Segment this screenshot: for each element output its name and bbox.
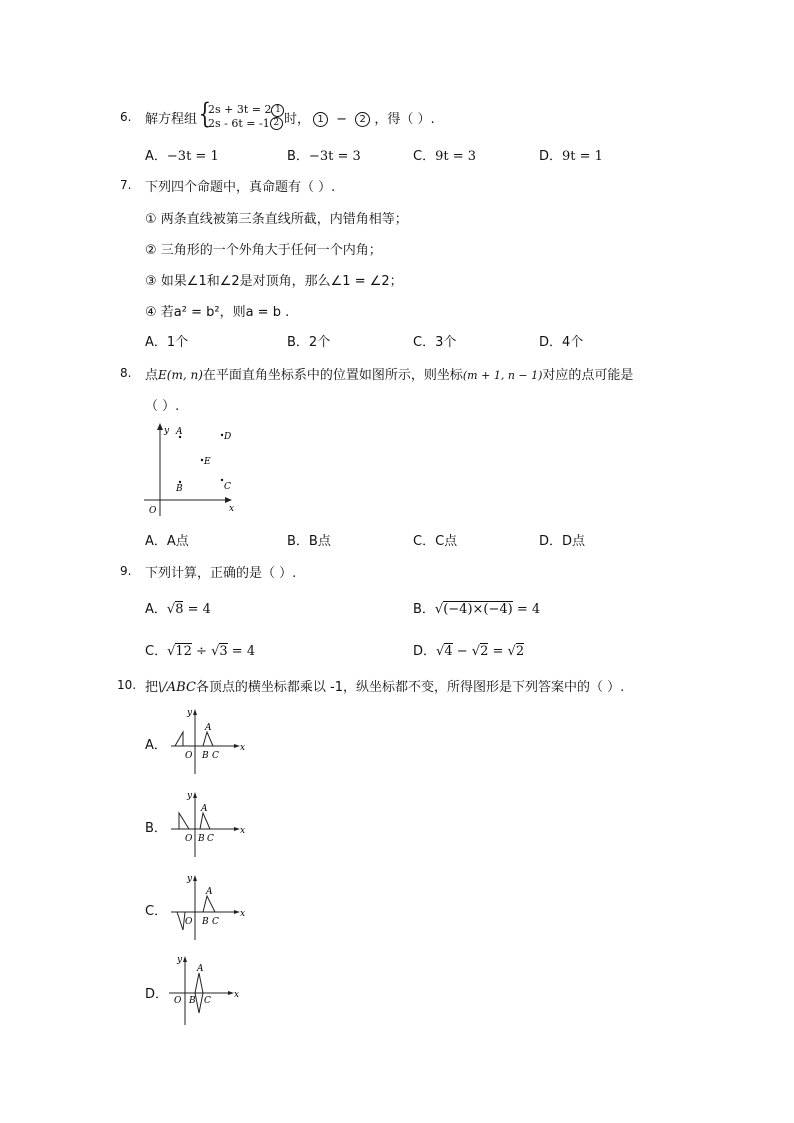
radicand: 2 xyxy=(515,644,525,659)
expression-rest: = 4 xyxy=(512,602,541,617)
point-a-label: A xyxy=(176,427,183,437)
vertex-b-label: B xyxy=(198,834,205,844)
option-b xyxy=(287,530,331,549)
question-stem xyxy=(145,676,624,695)
expression-rest: = 4 xyxy=(183,602,211,617)
option-letter: B． xyxy=(287,534,309,549)
triangle-abc xyxy=(195,973,203,993)
vertex-c-label: C xyxy=(207,834,214,844)
origin-label: O xyxy=(185,917,193,927)
stem-tail: ，得（ ）. xyxy=(374,112,435,127)
option-c xyxy=(145,640,255,659)
vertex-a-label: A xyxy=(205,723,212,733)
option-text: D点 xyxy=(562,534,586,549)
reflected-triangle xyxy=(175,732,183,746)
vertex-b-label: B xyxy=(202,917,209,927)
radicand: (−4)×(−4) xyxy=(443,602,513,617)
point-b xyxy=(179,481,181,483)
triangle-abc xyxy=(200,813,210,829)
y-axis-label: y xyxy=(164,426,170,436)
option-d xyxy=(413,640,524,659)
question-number: 8. xyxy=(120,366,132,380)
question-stem: 下列四个命题中，真命题有（ ）. xyxy=(145,180,336,195)
question-number: 6. xyxy=(120,110,132,124)
option-b xyxy=(413,598,540,617)
proposition-4: ④ 若a² = b²，则a = b . xyxy=(145,305,290,320)
vertex-c-label: C xyxy=(212,917,219,927)
option-d xyxy=(539,145,603,164)
reflected-triangle xyxy=(177,912,185,930)
point-e xyxy=(201,459,203,461)
option-letter: C． xyxy=(413,534,436,549)
option-c xyxy=(413,331,456,350)
question-stem xyxy=(145,364,633,383)
expression-rest: = 4 xyxy=(227,644,256,659)
stem-text: 把 xyxy=(145,680,159,695)
option-text: 1个 xyxy=(166,335,189,350)
question-number: 7. xyxy=(120,178,132,192)
triangle-abc xyxy=(203,732,213,746)
proposition-2: ② 三角形的一个外角大于任何一个内角； xyxy=(145,243,382,258)
y-axis-arrow xyxy=(193,792,197,798)
option-d xyxy=(539,530,585,549)
stem-text: 对应的点可能是 xyxy=(542,368,634,383)
option-d xyxy=(539,331,583,350)
option-text: −3t = 3 xyxy=(308,149,361,164)
option-a-letter: A． xyxy=(145,738,167,753)
option-text: 2个 xyxy=(308,335,331,350)
reflected-triangle xyxy=(195,993,203,1013)
option-c xyxy=(413,145,476,164)
option-b-figure xyxy=(165,789,255,859)
option-letter: B． xyxy=(287,335,309,350)
expression-operator: − xyxy=(452,644,472,659)
triangle-abc xyxy=(203,896,215,912)
coordinate-label: (m + 1, n − 1) xyxy=(462,369,543,382)
option-d-letter: D． xyxy=(145,987,169,1002)
point-b-label: B xyxy=(176,484,183,494)
vertex-c-label: C xyxy=(204,996,211,1006)
reflected-triangle xyxy=(179,813,189,829)
option-letter: D． xyxy=(539,149,563,164)
coordinate-figure xyxy=(140,420,250,520)
expression-operator: ÷ xyxy=(191,644,212,659)
option-b xyxy=(287,331,330,350)
option-c-figure xyxy=(165,872,255,942)
triangle-label: \/ABC xyxy=(158,680,196,695)
option-expression: √4 − √2 = √2 xyxy=(436,644,525,659)
question-number: 10. xyxy=(117,678,137,692)
x-axis-label: x xyxy=(234,990,240,1000)
equation-2: 2s - 6t = -1 xyxy=(208,116,270,130)
point-c-label: C xyxy=(224,482,231,492)
x-axis-label: x xyxy=(240,909,246,919)
option-text: A点 xyxy=(166,534,189,549)
option-expression: √(−4)×(−4) = 4 xyxy=(434,602,541,617)
y-axis-arrow xyxy=(193,875,197,881)
option-c xyxy=(413,530,457,549)
point-d-label: D xyxy=(224,432,232,442)
circle-2: 2 xyxy=(355,112,370,127)
option-text: 3个 xyxy=(435,335,457,350)
option-letter: D． xyxy=(539,534,563,549)
equation-1: 2s + 3t = 2 xyxy=(208,103,272,116)
question-stem: 下列计算，正确的是（ ）. xyxy=(145,566,297,581)
y-axis-arrow xyxy=(183,956,187,962)
option-letter: D． xyxy=(539,335,563,350)
point-e-label: E xyxy=(204,457,211,467)
point-c xyxy=(221,479,223,481)
expression-rest: = xyxy=(488,644,508,659)
radicand: 3 xyxy=(219,644,228,659)
option-text: −3t = 1 xyxy=(166,149,219,164)
option-letter: A． xyxy=(145,149,167,164)
proposition-1: ① 两条直线被第三条直线所截，内错角相等； xyxy=(145,212,408,227)
option-text: B点 xyxy=(308,534,331,549)
vertex-a-label: A xyxy=(201,804,208,814)
option-letter: A． xyxy=(145,602,167,617)
stem-text: 在平面直角坐标系中的位置如图所示，则坐标 xyxy=(202,368,463,383)
option-a xyxy=(145,530,189,549)
point-label: E(m, n) xyxy=(158,368,203,382)
stem-text: 点 xyxy=(145,368,159,383)
option-expression: √12 ÷ √3 = 4 xyxy=(167,644,256,659)
origin-label: O xyxy=(174,996,182,1006)
question-stem-continued: （ ）. xyxy=(145,399,180,414)
y-axis-arrow xyxy=(193,709,197,715)
option-letter: C． xyxy=(145,644,168,659)
option-letter: A． xyxy=(145,335,167,350)
stem-text: 各顶点的横坐标都乘以 -1，纵坐标都不变，所得图形是下列答案中的（ ）. xyxy=(195,680,625,695)
stem-suffix: 时， xyxy=(284,112,311,127)
radicand: 12 xyxy=(175,644,192,659)
x-axis-label: x xyxy=(240,743,246,753)
option-expression: √8 = 4 xyxy=(166,602,211,617)
vertex-a-label: A xyxy=(197,964,204,974)
option-a xyxy=(145,331,188,350)
option-text: 9t = 3 xyxy=(435,149,477,164)
vertex-b-label: B xyxy=(202,751,209,761)
minus-sign: − xyxy=(336,112,348,127)
x-axis-label: x xyxy=(229,504,235,514)
origin-label: O xyxy=(149,506,157,516)
question-number: 9. xyxy=(120,564,132,578)
circle-mark-2: 2 xyxy=(270,117,283,130)
circle-mark-1: 1 xyxy=(271,104,284,117)
option-letter: C． xyxy=(413,149,436,164)
option-text: 9t = 1 xyxy=(562,149,603,164)
option-d-figure xyxy=(165,953,255,1028)
proposition-3: ③ 如果∠1和∠2是对顶角，那么∠1 = ∠2； xyxy=(145,274,403,289)
option-letter: B． xyxy=(287,149,309,164)
point-d xyxy=(221,434,223,436)
option-text: 4个 xyxy=(562,335,584,350)
y-axis-label: y xyxy=(187,874,193,884)
option-a xyxy=(145,145,219,164)
radicand: 2 xyxy=(480,644,489,659)
system-brace: { xyxy=(198,97,212,130)
radicand: 4 xyxy=(444,644,453,659)
radicand: 8 xyxy=(175,602,184,617)
vertex-b-label: B xyxy=(189,996,196,1006)
option-a xyxy=(145,598,211,617)
option-letter: C． xyxy=(413,335,436,350)
x-axis-arrow xyxy=(225,497,232,503)
option-a-figure xyxy=(165,706,255,776)
option-letter: A． xyxy=(145,534,167,549)
origin-label: O xyxy=(185,834,193,844)
x-axis-label: x xyxy=(240,826,246,836)
option-c-letter: C． xyxy=(145,904,168,919)
y-axis-label: y xyxy=(177,955,183,965)
vertex-a-label: A xyxy=(206,887,213,897)
option-b-letter: B． xyxy=(145,821,167,836)
option-b xyxy=(287,145,361,164)
equation-system xyxy=(208,103,284,130)
stem-operation xyxy=(313,108,435,127)
vertex-c-label: C xyxy=(212,751,219,761)
option-letter: B． xyxy=(413,602,435,617)
option-text: C点 xyxy=(435,534,458,549)
y-axis-arrow xyxy=(157,423,163,430)
origin-label: O xyxy=(185,751,193,761)
y-axis-label: y xyxy=(187,708,193,718)
y-axis-label: y xyxy=(187,791,193,801)
option-letter: D． xyxy=(413,644,437,659)
question-stem: 解方程组 xyxy=(145,112,198,127)
circle-1: 1 xyxy=(313,112,328,127)
